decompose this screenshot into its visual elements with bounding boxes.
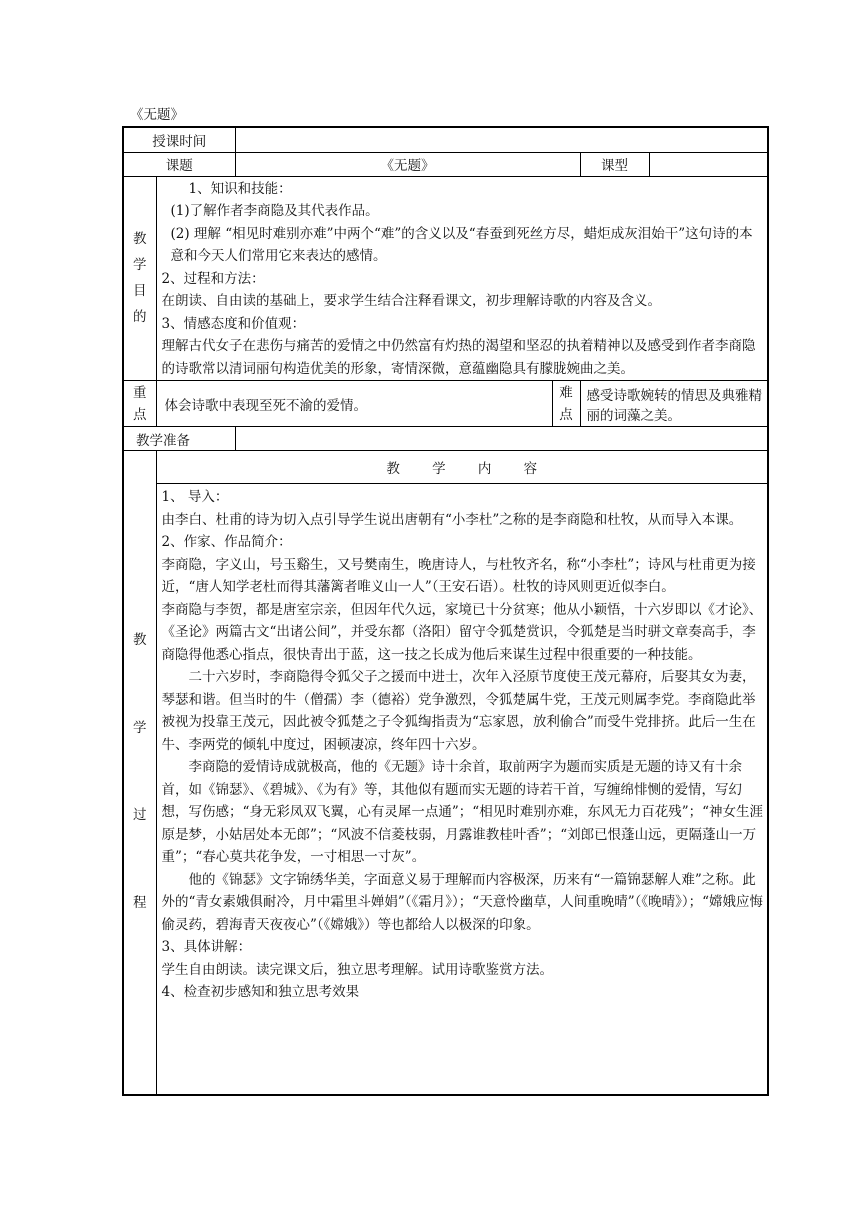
row-process-header [123,451,768,484]
topic-value: 《无题》 [235,152,580,176]
lesson-type-label: 课型 [580,152,649,176]
process-content [156,484,768,1095]
objective-line: (1)了解作者李商隐及其代表作品。 [170,203,379,219]
topic-label: 课题 [123,152,235,176]
process-paragraph: 李商隐的爱情诗成就极高，他的《无题》诗十余首，取前两字为题而实质是无题的诗又有十余首，如《锦瑟》、《碧城》、《为有》等，其他似有题而实无题的诗若干首，写缠绵悱恻的爱情，写幻想，写伤感；“身无彩凤双飞翼，心有灵犀一点通”；“相见时难别亦难，东风无力百花残”；“神女生涯原是梦，小姑居处本无郎”；“风波不信菱枝弱，月露谁教桂叶香”；“刘郎已恨蓬山远，更隔蓬山一万重”；“春心莫共花争发，一寸相思一寸灰”。 [161,759,764,865]
objective-line: 2、过程和方法： [161,270,265,287]
objectives-label: 教 学 目 的 [123,176,156,381]
objective-line: (2) 理解 “相见时难别亦难”中两个“难”的含义以及“春蚕到死丝方尽，蜡炬成灰泪始干”这句诗的本意和今天人们常用它来表达的感情。 [170,225,753,264]
objectives-content [156,176,768,381]
content-header: 教 学 内 容 [156,451,768,484]
row-key-points [123,381,768,427]
row-topic [123,152,768,176]
objective-line: 在朗读、自由读的基础上，要求学生结合注释看课文，初步理解诗歌的内容及含义。 [161,293,661,309]
process-paragraph: 由李白、杜甫的诗为切入点引导学生说出唐朝有“小李杜”之称的是李商隐和杜牧，从而导入本课。 [161,511,743,528]
process-paragraph: 4、检查初步感知和独立思考效果 [161,984,360,1000]
difficult-points-value: 感受诗歌婉转的情思及典雅精丽的词藻之美。 [580,381,768,427]
row-objectives [123,176,768,381]
process-paragraph: 李商隐与李贺，都是唐室宗亲，但因年代久远，家境已十分贫寒；他从小颖悟，十六岁即以《才论》、《圣论》两篇古文“出诸公间”，并受东都（洛阳）留守令狐楚赏识，令狐楚是当时骈文章奏高手，李商隐得他悉心指点，很快青出于蓝，这一技之长成为他后来谋生过程中很重要的一种技能。 [161,601,763,663]
process-paragraph: 2、作家、作品简介： [161,534,292,550]
teaching-time-label: 授课时间 [123,127,235,152]
teaching-time-value [235,127,768,152]
objective-line: 理解古代女子在悲伤与痛苦的爱情之中仍然富有灼热的渴望和坚忍的执着精神以及感受到作者李商隐的诗歌常以清词丽句构造优美的形象，寄情深微，意蕴幽隐具有朦胧婉曲之美。 [161,338,756,377]
objective-line: 3、情感态度和价值观： [161,315,306,332]
objective-line: 1、知识和技能： [188,180,292,197]
key-points-value: 体会诗歌中表现至死不渝的爱情。 [156,381,552,427]
process-label: 教 学 过 程 [123,451,156,1095]
process-paragraph: 李商隐，字义山，号玉谿生，又号樊南生，晚唐诗人，与杜牧齐名，称“小李杜”；诗风与杜甫更为接近，“唐人知学老杜而得其藩篱者唯义山一人”（王安石语）。杜牧的诗风则更近似李白。 [161,556,756,595]
lesson-type-value [649,152,768,176]
process-paragraph: 1、 导入： [161,489,229,505]
process-paragraph: 学生自由朗读。读完课文后，独立思考理解。试用诗歌鉴赏方法。 [161,961,553,978]
preparation-label: 教学准备 [123,427,235,451]
preparation-value [235,427,768,451]
key-points-label: 重 点 [123,381,156,427]
row-process-content [123,484,768,1095]
difficult-points-label: 难 点 [552,381,580,427]
process-paragraph: 他的《锦瑟》文字锦绣华美，字面意义易于理解而内容极深，历来有“一篇锦瑟解人难”之称。此外的“青女素娥俱耐冷，月中霜里斗婵娟”（《霜月》）；“天意怜幽草，人间重晚晴”（《晚晴》）；“嫦娥应悔偷灵药，碧海青天夜夜心”（《嫦娥》）等也都给人以极深的印象。 [161,871,764,933]
lesson-plan-table [122,126,769,1096]
document-title: 《无题》 [130,107,184,123]
process-paragraph: 3、具体讲解： [161,939,252,955]
process-paragraph: 二十六岁时，李商隐得令狐父子之援而中进士，次年入泾原节度使王茂元幕府，后娶其女为妻，琴瑟和谐。但当时的牛（僧孺）李（德裕）党争激烈，令狐楚属牛党，王茂元则属李党。李商隐此举被视为投靠王茂元，因此被令狐楚之子令狐绹指责为“忘家恩，放利偷合”而受牛党排挤。此后一生在牛、李两党的倾轧中度过，困顿凄凉，终年四十六岁。 [161,669,756,753]
row-preparation [123,427,768,451]
row-teaching-time [123,127,768,152]
